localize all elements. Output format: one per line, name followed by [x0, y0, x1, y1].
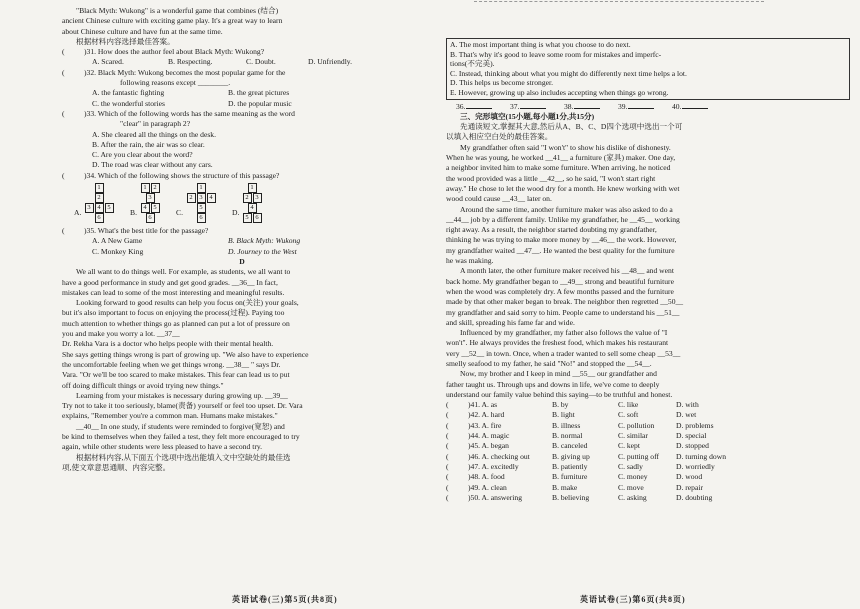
section-3-title: 三、完形填空(15小题,每小题1分,共15分)	[460, 111, 595, 121]
cloze-passage	[446, 143, 850, 400]
cloze-line: my grandfather waited __47__. He wanted the best quality for the furniture	[446, 245, 675, 255]
options-32b: C. the wonderful stories D. the popular music	[92, 98, 292, 108]
option-33c: C. Are you clear about the word?	[92, 150, 193, 160]
cloze-option-row: ( )43. A. fire B. illness C. pollution D. problems	[446, 420, 714, 430]
structure-diagram-b: B. 1 2 3 4 5 6	[140, 183, 160, 223]
passage-d-line: Dr. Rekha Vara is a doctor who helps people with their mental health.	[62, 339, 274, 349]
cloze-line: he was making.	[446, 256, 494, 266]
passage-d-line: again, while other students were less pleased to have a second try.	[62, 442, 263, 452]
answer-blank-37[interactable]	[520, 108, 546, 109]
passage-d-line: Try not to take it too seriously, blame(责备) yourself or feel too upset. Dr. Vara	[62, 401, 303, 411]
box-option-d: D. This helps us become stronger.	[450, 78, 553, 88]
cloze-line: and skill, spreading his fame far and wide.	[446, 317, 575, 327]
structure-diagram-d: D. 1 2 3 4 5 6	[242, 183, 262, 223]
section-3-instruction: 先通读短文,掌握其大意,然后从A、B、C、D四个选项中选出一个可	[460, 122, 683, 132]
cloze-line: away." He chose to let the wood dry for a month. He knew working with wet	[446, 183, 680, 193]
options-32: A. the fantastic fighting B. the great pictures	[92, 88, 290, 98]
cloze-line: understand our family value behind this saying—to be truthful and honest.	[446, 389, 673, 399]
box-option-a: A. The most important thing is what you choose to do next.	[450, 40, 631, 49]
options-31: A. Scared. B. Respecting. C. Doubt. D. Unfriendly.	[92, 57, 353, 67]
answer-blank-40[interactable]	[682, 108, 708, 109]
passage-d-line: We all want to do things well. For example, as students, we all want to	[76, 267, 291, 277]
cloze-line: when the wood was completely dry. A few months passed and the furniture	[446, 286, 674, 296]
option-33a: A. She cleared all the things on the desk.	[92, 129, 216, 139]
passage-d-line: much attention to whether things go as planned can put a lot of pressure on	[62, 318, 290, 328]
question-33: ( )33. Which of the following words has the same meaning as the word	[62, 108, 295, 118]
cloze-option-row: ( )44. A. magic B. normal C. similar D. special	[446, 431, 707, 441]
instruction-d: 根据材料内容,从下面五个选项中选出能填入文中空缺处的最佳选	[76, 452, 291, 462]
passage-c-line: about Chinese culture and have fun at the same time.	[62, 26, 223, 36]
box-option-c: C. Instead, thinking about what you might do differently next time helps a lot.	[450, 68, 687, 78]
cloze-option-row: ( )46. A. checking out B. giving up C. putting off D. turning down	[446, 451, 726, 461]
passage-d-line: Looking forward to good results can help you focus on(关注) your goals,	[76, 298, 299, 308]
cloze-line: made by that other maker began to break. The neighbor then regretted __50__	[446, 297, 684, 307]
passage-d-line: have a good performance in study and get good grades. __36__ In fact,	[62, 277, 278, 287]
question-31: ( )31. How does the author feel about Black Myth: Wukong?	[62, 47, 265, 57]
passage-d-line: off doing difficult things or avoid trying new things."	[62, 380, 224, 390]
box-option-e: E. However, growing up also includes accepting when things go wrong.	[450, 87, 669, 97]
section-3-instruction-cont: 以填入相应空白处的最佳答案。	[446, 132, 553, 142]
cloze-line: Influenced by my grandfather, my father also follows the value of "I	[460, 328, 668, 338]
options-35: A. A New Game B. Black Myth: Wukong	[92, 236, 301, 246]
cloze-line: the wood provided was a little __42__, so he said, "I won't start right	[446, 173, 656, 183]
cloze-option-row: ( )41. A. as B. by C. like D. with	[446, 400, 699, 410]
passage-d-line: but it's also important to focus on enjoying the process(过程). Paying too	[62, 308, 285, 318]
cloze-line: When he was young, he worked __41__ a furniture (家具) maker. One day,	[446, 153, 676, 163]
structure-diagram-a: A. 1 2 3 4 5 6	[84, 183, 114, 223]
cloze-line: A month later, the other furniture maker received his __48__ and went	[460, 266, 674, 276]
passage-d-line: explains, "Remember you're a common man. Humans make mistakes."	[62, 411, 278, 421]
answer-blank-36[interactable]	[466, 108, 492, 109]
cloze-line: father taught us. Through ups and downs in life, we've come to deeply	[446, 379, 660, 389]
cloze-options	[446, 400, 850, 503]
box-option-b: B. That's why it's good to leave some room for mistakes and imperfc-	[450, 49, 662, 59]
cloze-option-row: ( )49. A. clean B. make C. move D. repair	[446, 482, 703, 492]
options-35b: C. Monkey King D. Journey to the West	[92, 246, 297, 256]
cloze-line: back home. My grandfather began to __49__ strong and beautiful furniture	[446, 276, 674, 286]
answer-blank-38[interactable]	[574, 108, 600, 109]
passage-d-line: mistakes can lead to some of the most interesting and meaningful results.	[62, 287, 285, 297]
cloze-option-row: ( )47. A. excitedly B. patiently C. sadly D. worriedly	[446, 461, 715, 471]
cloze-line: Now, my brother and I keep in mind __55__ our grandfather and	[460, 369, 657, 379]
instruction-d-cont: 项,使文章意思通顺、内容完整。	[62, 462, 171, 472]
cloze-line: Around the same time, another furniture maker was also asked to do a	[460, 204, 673, 214]
passage-c-line: ancient Chinese culture with exciting game play. It's a great way to learn	[62, 16, 283, 26]
cloze-line: __44__ job by a different family. Unlike my grandfather, he __45__ working	[446, 214, 680, 224]
cloze-line: won't". He always provides the freshest food, which makes his restaurant	[446, 338, 669, 348]
cloze-option-row: ( )50. A. answering B. believing C. asking D. doubting	[446, 492, 713, 502]
structure-diagrams	[62, 183, 422, 223]
passage-d-line: Learning from your mistakes is necessary during growing up. __39__	[76, 390, 288, 400]
answer-blank-39[interactable]	[628, 108, 654, 109]
answer-blanks: 36. 37. 38. 39. 40.	[446, 102, 850, 112]
question-35: ( )35. What's the best title for the passage?	[62, 226, 209, 236]
page-footer-left: 英语试卷(三)第5页(共8页)	[232, 595, 338, 604]
cloze-option-row: ( )45. A. began B. canceled C. kept D. stopped	[446, 441, 709, 451]
passage-d-line: Vara. "Or we'll be too scared to make mistakes. This fear can lead us to put	[62, 370, 290, 380]
right-page	[430, 0, 860, 609]
cloze-option-row: ( )48. A. food B. furniture C. money D. wood	[446, 472, 703, 482]
cloze-line: a neighbor invited him to make some furniture. When arriving, he noticed	[446, 163, 671, 173]
section-d-title: D	[239, 256, 245, 266]
passage-d	[62, 267, 422, 452]
question-32: ( )32. Black Myth: Wukong becomes the most popular game for the	[62, 67, 286, 77]
cloze-option-row: ( )42. A. hard B. light C. soft D. wet	[446, 410, 697, 420]
passage-d-line: She says getting things wrong is part of growing up. "We also have to experience	[62, 349, 309, 359]
cloze-line: right away. As a result, the neighbor started doubting my grandfather,	[446, 225, 657, 235]
cloze-line: My grandfather often said "I won't" to show his dislike of dishonesty.	[460, 142, 671, 152]
page-footer-right: 英语试卷(三)第6页(共8页)	[580, 595, 686, 604]
passage-d-line: be kind to themselves when they failed a test, they felt more encouraged to try	[62, 431, 300, 441]
passage-d-line: the uncomfortable feeling when we get things wrong. __38__ " says Dr.	[62, 359, 281, 369]
option-33d: D. The road was clear without any cars.	[92, 160, 213, 170]
question-33-cont: "clear" in paragraph 2?	[120, 119, 191, 129]
cloze-line: very __52__ in town. Once, when a trader wanted to sell some cheap __53__	[446, 348, 681, 358]
cloze-line: smelly seafood to my father, he said "No!" and stopped the __54__.	[446, 358, 652, 368]
options-box	[446, 38, 850, 100]
box-option-b-cont: tions(不完美).	[450, 59, 495, 69]
question-32-cont: following reasons except ________.	[120, 78, 231, 88]
structure-diagram-c: C. 1 2 3 4 5 6	[186, 183, 216, 223]
passage-c-line: "Black Myth: Wukong" is a wonderful game that combines (结合)	[76, 6, 279, 15]
cloze-line: thinking he was trying to make more money by __46__ the work. However,	[446, 235, 677, 245]
passage-d-line: you and make you worry a lot. __37__	[62, 329, 180, 339]
cloze-line: wood could cause __43__ later on.	[446, 194, 552, 204]
passage-d-line: __40__ In one study, if students were reminded to forgive(宽恕) and	[76, 421, 285, 431]
question-34: ( )34. Which of the following shows the structure of this passage?	[62, 170, 280, 180]
instruction-c: 根据材料内容选择最佳答案。	[76, 36, 175, 46]
cloze-line: my grandfather and said sorry to him. People came to understand his __51__	[446, 307, 680, 317]
option-33b: B. After the rain, the air was so clear.	[92, 139, 205, 149]
